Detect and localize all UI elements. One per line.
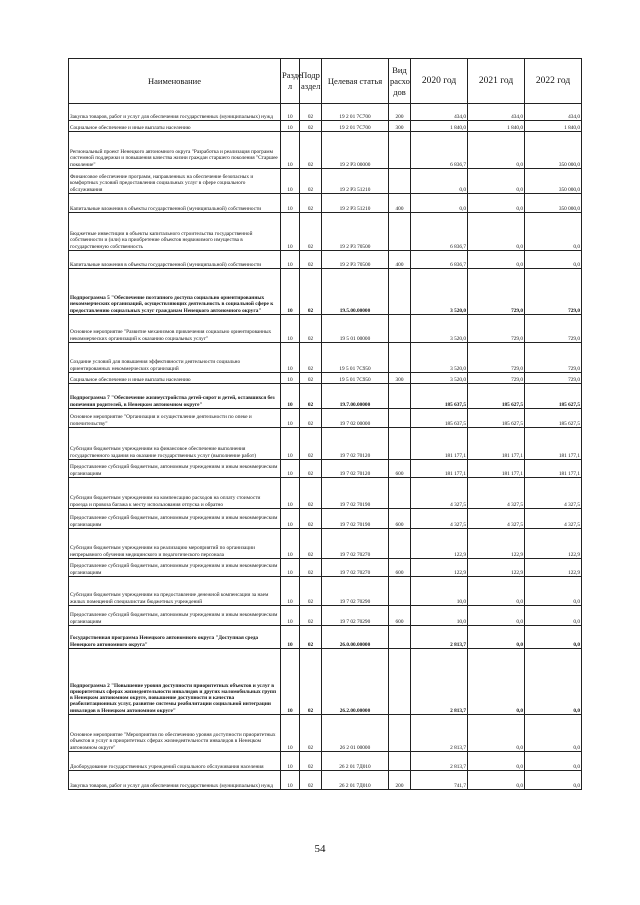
cell-name: Бюджетные инвестиции в объекты капитального строительства государственной собственности и (или) на приобретение объектов недвижимого имущества в государственную собственность: [69, 213, 281, 251]
cell-name: Социальное обеспечение и иные выплаты населению: [69, 121, 281, 132]
cell-podrazdel: 02: [300, 343, 322, 373]
cell-2022: 0,0: [525, 213, 582, 251]
cell-2022: 0,0: [525, 577, 582, 606]
cell-2022: 0,0: [525, 752, 582, 771]
cell-vid: [389, 577, 411, 606]
cell-name: Дооборудование государственных учреждений социального обслуживания населения: [69, 752, 281, 771]
cell-2022: 729,0: [525, 373, 582, 384]
cell-target: 19 7 02 70270: [322, 559, 389, 577]
cell-2022: 350 000,0: [525, 132, 582, 169]
cell-2020: 434,0: [411, 104, 468, 121]
cell-vid: [389, 409, 411, 428]
cell-2020: 0,0: [411, 169, 468, 194]
cell-2022: 181 177,1: [525, 428, 582, 460]
cell-razdel: 10: [281, 251, 300, 269]
cell-vid: [389, 343, 411, 373]
cell-podrazdel: 02: [300, 194, 322, 213]
cell-podrazdel: 02: [300, 409, 322, 428]
cell-2020: 181 177,1: [411, 428, 468, 460]
cell-2021: 0,0: [468, 626, 525, 649]
cell-vid: [389, 428, 411, 460]
cell-2020: 2 813,7: [411, 715, 468, 752]
cell-razdel: 10: [281, 315, 300, 343]
cell-2021: 729,0: [468, 373, 525, 384]
cell-name: Субсидии бюджетным учреждениям на компенсацию расходов на оплату стоимости проезда и провоза багажа к месту использования отпуска и обратно: [69, 478, 281, 509]
cell-vid: [389, 213, 411, 251]
cell-vid: [389, 269, 411, 315]
cell-name: Подпрограмма 7 "Обеспечение жизнеустройства детей-сирот и детей, оставшихся без попечения родителей, в Ненецком автономном округе": [69, 384, 281, 409]
cell-2020: 3 520,0: [411, 315, 468, 343]
table-row: [69, 384, 582, 409]
cell-name: Региональный проект Ненецкого автономного округа "Разработка и реализация программ системной поддержки и повышения качества жизни граждан старшего поколения "Старшее поколение": [69, 132, 281, 169]
cell-2021: 729,0: [468, 343, 525, 373]
cell-razdel: 10: [281, 529, 300, 559]
cell-razdel: 10: [281, 460, 300, 478]
cell-vid: [389, 649, 411, 715]
cell-vid: 600: [389, 559, 411, 577]
cell-name: Субсидии бюджетным учреждениям на финансовое обеспечение выполнения государственного задания на оказание государственных услуг (выполнение работ): [69, 428, 281, 460]
cell-2020: 1 840,0: [411, 121, 468, 132]
header-2021: 2021 год: [468, 59, 525, 104]
cell-razdel: 10: [281, 194, 300, 213]
header-razdel: Разде л: [281, 59, 300, 104]
cell-podrazdel: 02: [300, 121, 322, 132]
cell-podrazdel: 02: [300, 606, 322, 626]
cell-2021: 181 177,1: [468, 428, 525, 460]
table-row: [69, 409, 582, 428]
cell-2021: 0,0: [468, 771, 525, 790]
table-row: [69, 315, 582, 343]
cell-vid: [389, 715, 411, 752]
cell-target: 19 2 P3 51210: [322, 169, 389, 194]
cell-2020: 6 836,7: [411, 213, 468, 251]
cell-2020: 2 813,7: [411, 752, 468, 771]
cell-2022: 185 627,5: [525, 384, 582, 409]
cell-2022: 4 327,5: [525, 509, 582, 529]
cell-2021: 0,0: [468, 577, 525, 606]
cell-2021: 0,0: [468, 251, 525, 269]
cell-name: Предоставление субсидий бюджетным, автономным учреждениям и иным некоммерческим организациям: [69, 509, 281, 529]
cell-2021: 4 327,5: [468, 509, 525, 529]
cell-name: Основное мероприятие "Мероприятия по обеспечению уровня доступности приоритетных объектов и услуг в приоритетных сферах жизнедеятельности инвалидов в Ненецком автономном округе": [69, 715, 281, 752]
cell-vid: [389, 169, 411, 194]
cell-razdel: 10: [281, 771, 300, 790]
cell-2021: 0,0: [468, 194, 525, 213]
cell-2021: 185 627,5: [468, 409, 525, 428]
cell-vid: 600: [389, 606, 411, 626]
cell-2022: 0,0: [525, 251, 582, 269]
page-number: 54: [314, 843, 326, 855]
cell-name: Субсидии бюджетным учреждениям на реализацию мероприятий по организации непрерывного обучения медицинского и педагогического персонала: [69, 529, 281, 559]
cell-2020: 6 836,7: [411, 132, 468, 169]
table-row: [69, 577, 582, 606]
cell-vid: 200: [389, 771, 411, 790]
cell-razdel: 10: [281, 577, 300, 606]
cell-2022: 0,0: [525, 606, 582, 626]
cell-razdel: 10: [281, 428, 300, 460]
table-row: [69, 132, 582, 169]
cell-target: 19.7.00.00000: [322, 384, 389, 409]
cell-2021: 0,0: [468, 649, 525, 715]
cell-2021: 0,0: [468, 213, 525, 251]
table-row: [69, 752, 582, 771]
cell-vid: 200: [389, 104, 411, 121]
cell-2022: 729,0: [525, 343, 582, 373]
table-row: [69, 169, 582, 194]
cell-podrazdel: 02: [300, 269, 322, 315]
cell-podrazdel: 02: [300, 251, 322, 269]
cell-name: Подпрограмма 5 "Обеспечение поэтапного доступа социально ориентированных некоммерческих организаций, осуществляющих деятельность в социальной сфере к предоставлению социальных услуг гражданам Ненецкого автономного округа": [69, 269, 281, 315]
table-row: [69, 213, 582, 251]
table-row: [69, 251, 582, 269]
cell-razdel: 10: [281, 343, 300, 373]
cell-2020: 4 327,5: [411, 509, 468, 529]
header-2022: 2022 год: [525, 59, 582, 104]
cell-podrazdel: 02: [300, 577, 322, 606]
cell-2021: 122,9: [468, 529, 525, 559]
cell-razdel: 10: [281, 626, 300, 649]
cell-target: 19 2 P3 00000: [322, 132, 389, 169]
cell-vid: [389, 315, 411, 343]
cell-target: 26 2 01 00000: [322, 715, 389, 752]
cell-vid: 400: [389, 194, 411, 213]
cell-2022: 0,0: [525, 715, 582, 752]
cell-target: 26 2 01 7Д010: [322, 752, 389, 771]
cell-razdel: 10: [281, 213, 300, 251]
cell-razdel: 10: [281, 715, 300, 752]
table-row: [69, 626, 582, 649]
cell-2020: 6 836,7: [411, 251, 468, 269]
table-row: [69, 478, 582, 509]
cell-name: Основное мероприятие "Организация и осуществление деятельности по опеке и попечительству": [69, 409, 281, 428]
cell-name: Государственная программа Ненецкого автономного округа "Доступная среда Ненецкого автономного округа": [69, 626, 281, 649]
cell-target: 19 2 P3 70500: [322, 251, 389, 269]
cell-2021: 1 840,0: [468, 121, 525, 132]
cell-target: 19 7 02 70270: [322, 529, 389, 559]
cell-target: 19 2 01 7С700: [322, 121, 389, 132]
table-row: [69, 428, 582, 460]
cell-name: Предоставление субсидий бюджетным, автономным учреждениям и иным некоммерческим организациям: [69, 606, 281, 626]
cell-razdel: 10: [281, 384, 300, 409]
cell-target: 19 2 P3 51210: [322, 194, 389, 213]
cell-razdel: 10: [281, 606, 300, 626]
cell-name: Финансовое обеспечение программ, направленных на обеспечение безопасных и комфортных условий предоставления социальных услуг в сфере социального обслуживания: [69, 169, 281, 194]
cell-target: 19 7 02 70190: [322, 509, 389, 529]
cell-2022: 185 627,5: [525, 409, 582, 428]
table-row: [69, 121, 582, 132]
cell-podrazdel: 02: [300, 213, 322, 251]
table-row: [69, 559, 582, 577]
cell-razdel: 10: [281, 409, 300, 428]
cell-vid: [389, 529, 411, 559]
cell-2021: 185 627,5: [468, 384, 525, 409]
cell-vid: [389, 384, 411, 409]
table-row: [69, 373, 582, 384]
cell-target: 19 7 02 70290: [322, 577, 389, 606]
table-row: [69, 104, 582, 121]
cell-target: 19 2 01 7С700: [322, 104, 389, 121]
cell-podrazdel: 02: [300, 509, 322, 529]
cell-razdel: 10: [281, 478, 300, 509]
cell-razdel: 10: [281, 132, 300, 169]
cell-name: Предоставление субсидий бюджетным, автономным учреждениям и иным некоммерческим организациям: [69, 460, 281, 478]
cell-2020: 122,9: [411, 529, 468, 559]
cell-2020: 3 520,0: [411, 343, 468, 373]
cell-2022: 729,0: [525, 315, 582, 343]
cell-2021: 729,0: [468, 315, 525, 343]
cell-2022: 350 000,0: [525, 169, 582, 194]
cell-vid: [389, 626, 411, 649]
cell-podrazdel: 02: [300, 529, 322, 559]
cell-podrazdel: 02: [300, 559, 322, 577]
header-target: Целевая статья: [322, 59, 389, 104]
cell-2020: 2 813,7: [411, 626, 468, 649]
header-name: Наименование: [69, 59, 281, 104]
cell-2020: 122,9: [411, 559, 468, 577]
cell-2022: 0,0: [525, 771, 582, 790]
cell-2021: 4 327,5: [468, 478, 525, 509]
cell-podrazdel: 02: [300, 771, 322, 790]
cell-2022: 1 840,0: [525, 121, 582, 132]
cell-2020: 185 637,5: [411, 409, 468, 428]
table-row: [69, 509, 582, 529]
cell-target: 19 5 01 00000: [322, 315, 389, 343]
cell-target: 26.2.00.00000: [322, 649, 389, 715]
cell-2022: 729,0: [525, 269, 582, 315]
cell-razdel: 10: [281, 373, 300, 384]
cell-podrazdel: 02: [300, 384, 322, 409]
cell-razdel: 10: [281, 752, 300, 771]
header-2020: 2020 год: [411, 59, 468, 104]
cell-podrazdel: 02: [300, 752, 322, 771]
cell-2021: 729,0: [468, 269, 525, 315]
cell-2020: 0,0: [411, 194, 468, 213]
cell-podrazdel: 02: [300, 104, 322, 121]
cell-2020: 185 637,5: [411, 384, 468, 409]
cell-vid: 300: [389, 373, 411, 384]
cell-podrazdel: 02: [300, 460, 322, 478]
cell-2021: 0,0: [468, 715, 525, 752]
cell-2022: 0,0: [525, 649, 582, 715]
cell-2022: 122,9: [525, 529, 582, 559]
cell-2021: 0,0: [468, 169, 525, 194]
cell-vid: [389, 752, 411, 771]
cell-name: Закупка товаров, работ и услуг для обеспечения государственных (муниципальных) нужд: [69, 771, 281, 790]
cell-name: Закупка товаров, работ и услуг для обеспечения государственных (муниципальных) нужд: [69, 104, 281, 121]
table-row: [69, 649, 582, 715]
budget-table: [68, 58, 582, 790]
cell-podrazdel: 02: [300, 649, 322, 715]
table-row: [69, 343, 582, 373]
cell-2020: 741,7: [411, 771, 468, 790]
cell-2022: 122,9: [525, 559, 582, 577]
cell-razdel: 10: [281, 121, 300, 132]
cell-name: Основное мероприятие "Развитие механизмов привлечения социально ориентированных некоммерческих организаций к оказанию социальных услуг": [69, 315, 281, 343]
header-vid: Вид расхо дов: [389, 59, 411, 104]
cell-target: 19 2 P3 70500: [322, 213, 389, 251]
cell-vid: [389, 478, 411, 509]
cell-2020: 10,0: [411, 606, 468, 626]
cell-2022: 181 177,1: [525, 460, 582, 478]
cell-vid: 400: [389, 251, 411, 269]
cell-2022: 4 327,5: [525, 478, 582, 509]
cell-2020: 181 177,1: [411, 460, 468, 478]
cell-name: Капитальные вложения в объекты государственной (муниципальной) собственности: [69, 251, 281, 269]
cell-podrazdel: 02: [300, 132, 322, 169]
cell-2022: 434,0: [525, 104, 582, 121]
table-header-row: [69, 59, 582, 104]
cell-name: Подпрограмма 2 "Повышение уровня доступности приоритетных объектов и услуг в приоритетных сферах жизнедеятельности инвалидов и других маломобильных групп в Ненецком автономном округе, повышение доступности и качества реабилитационных услуг, развитие системы реабилитации социальной интеграции инвалидов в Ненецком автономном округе": [69, 649, 281, 715]
table-row: [69, 715, 582, 752]
cell-vid: 600: [389, 460, 411, 478]
cell-target: 19 7 02 70190: [322, 478, 389, 509]
cell-target: 19 7 02 70120: [322, 428, 389, 460]
cell-name: Капитальные вложения в объекты государственной (муниципальной) собственности: [69, 194, 281, 213]
cell-vid: 300: [389, 121, 411, 132]
cell-podrazdel: 02: [300, 428, 322, 460]
cell-podrazdel: 02: [300, 169, 322, 194]
cell-name: Создание условий для повышения эффективности деятельности социально ориентированных некоммерческих организаций: [69, 343, 281, 373]
cell-vid: [389, 132, 411, 169]
cell-2020: 3 520,0: [411, 269, 468, 315]
cell-2020: 10,0: [411, 577, 468, 606]
table-body: [69, 104, 582, 790]
cell-razdel: 10: [281, 649, 300, 715]
cell-podrazdel: 02: [300, 626, 322, 649]
cell-2021: 122,9: [468, 559, 525, 577]
cell-2021: 181 177,1: [468, 460, 525, 478]
table-row: [69, 771, 582, 790]
cell-target: 19 7 02 70290: [322, 606, 389, 626]
cell-target: 19 5 01 7С950: [322, 373, 389, 384]
table-row: [69, 606, 582, 626]
cell-2020: 3 520,0: [411, 373, 468, 384]
cell-2020: 4 327,5: [411, 478, 468, 509]
header-podrazdel: Подр аздел: [300, 59, 322, 104]
cell-target: 26.0.00.00000: [322, 626, 389, 649]
table-row: [69, 269, 582, 315]
cell-podrazdel: 02: [300, 478, 322, 509]
cell-target: 19 7 02 00000: [322, 409, 389, 428]
cell-2022: 350 000,0: [525, 194, 582, 213]
cell-podrazdel: 02: [300, 315, 322, 343]
cell-2021: 0,0: [468, 606, 525, 626]
cell-target: 19 5 01 7С950: [322, 343, 389, 373]
cell-razdel: 10: [281, 559, 300, 577]
cell-name: Предоставление субсидий бюджетным, автономным учреждениям и иным некоммерческим организациям: [69, 559, 281, 577]
cell-2020: 2 813,7: [411, 649, 468, 715]
cell-target: 19 7 02 70120: [322, 460, 389, 478]
cell-name: Социальное обеспечение и иные выплаты населению: [69, 373, 281, 384]
cell-2021: 0,0: [468, 132, 525, 169]
cell-name: Субсидии бюджетным учреждениям на предоставление денежной компенсации за наем жилых помещений специалистам бюджетных учреждений: [69, 577, 281, 606]
table-row: [69, 460, 582, 478]
cell-razdel: 10: [281, 269, 300, 315]
cell-podrazdel: 02: [300, 373, 322, 384]
cell-target: 26 2 01 7Д010: [322, 771, 389, 790]
cell-razdel: 10: [281, 509, 300, 529]
cell-2022: 0,0: [525, 626, 582, 649]
cell-2021: 434,0: [468, 104, 525, 121]
cell-razdel: 10: [281, 169, 300, 194]
cell-2021: 0,0: [468, 752, 525, 771]
cell-razdel: 10: [281, 104, 300, 121]
cell-target: 19.5.00.00000: [322, 269, 389, 315]
table-row: [69, 194, 582, 213]
cell-podrazdel: 02: [300, 715, 322, 752]
table-row: [69, 529, 582, 559]
cell-vid: 600: [389, 509, 411, 529]
